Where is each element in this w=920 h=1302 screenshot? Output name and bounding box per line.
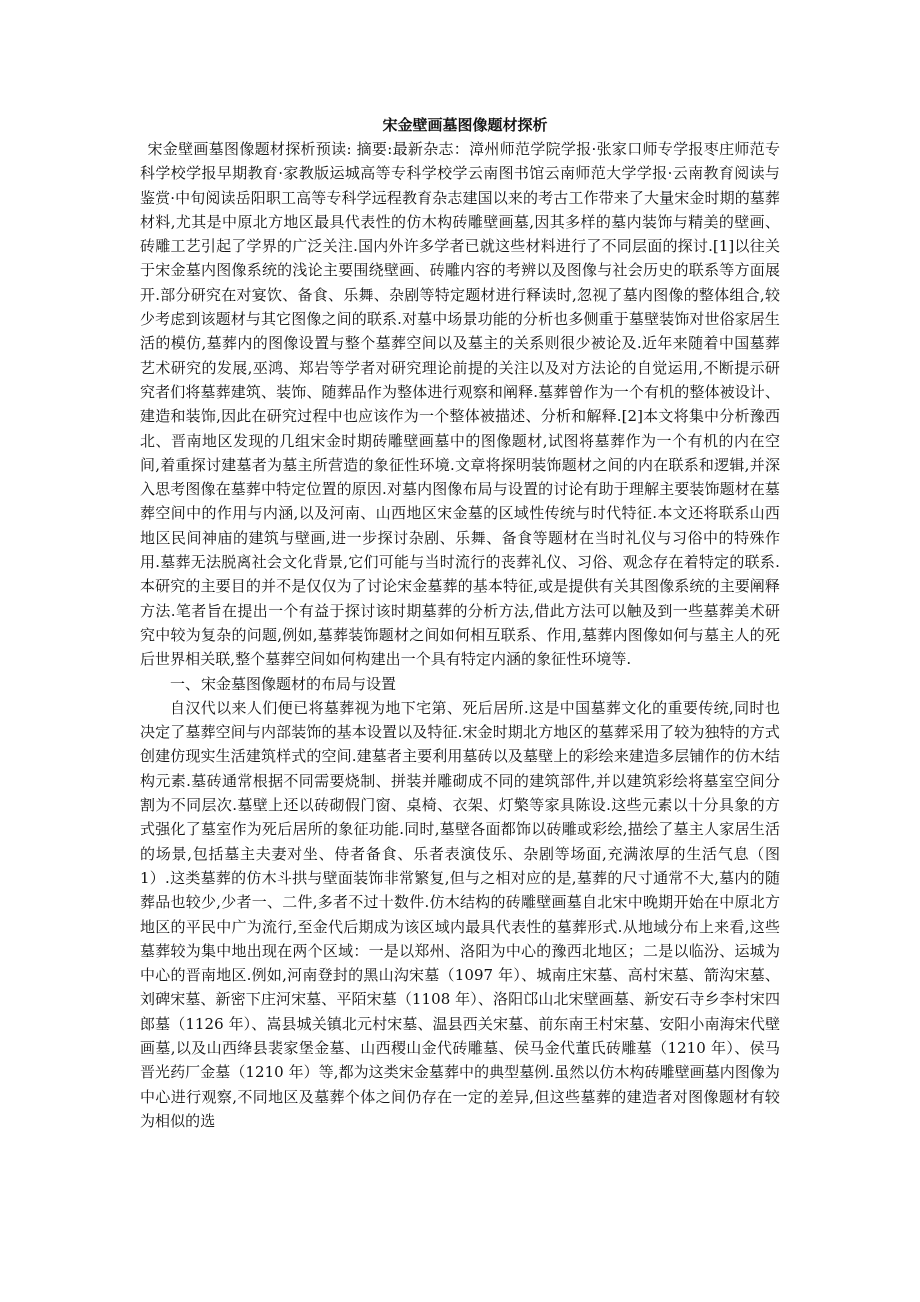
section-body-paragraph: 自汉代以来人们便已将墓葬视为地下宅第、死后居所.这是中国墓葬文化的重要传统,同时也决定了墓葬空间与内部装饰的基本设置以及特征.宋金时期北方地区的墓葬采用了较为独特的方式创建仿现实生活建筑样式的空间.建墓者主要利用墓砖以及墓壁上的彩绘来建造多层铺作的仿木结构元素.墓砖通常根据不同需要烧制、拼装并雕砌成不同的建筑部件,并以建筑彩绘将墓室空间分割为不同层次.墓壁上还以砖砌假门窗、桌椅、衣架、灯檠等家具陈设.这些元素以十分具象的方式强化了墓室作为死后居所的象征功能.同时,墓壁各面都饰以砖雕或彩绘,描绘了墓主人家居生活的场景,包括墓主夫妻对坐、侍者备食、乐者表演伎乐、杂剧等场面,充满浓厚的生活气息（图 1）.这类墓葬的仿木斗拱与壁面装饰非常繁复,但与之相对应的是,墓葬的尺寸通常不大,墓内的随葬品也较少,少者一、二件,多者不过十数件.仿木结构的砖雕壁画墓自北宋中晚期开始在中原北方地区的平民中广为流行,至金代后期成为该区域内最具代表性的墓葬形式.从地域分布上来看,这些墓葬较为集中地出现在两个区域：一是以郑州、洛阳为中心的豫西北地区；二是以临汾、运城为中心的晋南地区.例如,河南登封的黑山沟宋墓（1097 年）、城南庄宋墓、高村宋墓、箭沟宋墓、刘碑宋墓、新密下庄河宋墓、平陌宋墓（1108 年）、洛阳邙山北宋壁画墓、新安石寺乡李村宋四郎墓（1126 年）、嵩县城关镇北元村宋墓、温县西关宋墓、前东南王村宋墓、安阳小南海宋代壁画墓,以及山西绛县裴家堡金墓、山西稷山金代砖雕墓、侯马金代董氏砖雕墓（1210 年）、侯马晋光药厂金墓（1210 年）等,都为这类宋金墓葬中的典型墓例.虽然以仿木构砖雕壁画墓内图像为中心进行观察,不同地区及墓葬个体之间仍存在一定的差异,但这些墓葬的建造者对图像题材有较为相似的选 xyxy=(140,698,780,1130)
section-title: 宋金墓图像题材的布局与设置 xyxy=(201,674,397,693)
section-number: 一、 xyxy=(170,674,201,693)
document-page xyxy=(140,113,780,1133)
intro-paragraph: 宋金壁画墓图像题材探析预读: 摘要:最新杂志：漳州师范学院学报·张家口师专学报枣庄师范专科学校学报早期教育·家教版运城高等专科学校学云南图书馆云南师范大学学报·云南教育阅读与鉴赏·中旬阅读岳阳职工高等专科学远程教育杂志建国以来的考古工作带来了大量宋金时期的墓葬材料,尤其是中原北方地区最具代表性的仿木构砖雕壁画墓,因其多样的墓内装饰与精美的壁画、砖雕工艺引起了学界的广泛关注.国内外许多学者已就这些材料进行了不同层面的探讨.[1]以往关于宋金墓内图像系统的浅论主要围绕壁画、砖雕内容的考辨以及图像与社会历史的联系等方面展开.部分研究在对宴饮、备食、乐舞、杂剧等特定题材进行释读时,忽视了墓内图像的整体组合,较少考虑到该题材与其它图像之间的联系.对墓中场景功能的分析也多侧重于墓壁装饰对世俗家居生活的模仿,墓葬内的图像设置与整个墓葬空间以及墓主的关系则很少被论及.近年来随着中国墓葬艺术研究的发展,巫鸿、郑岩等学者对研究理论前提的关注以及对方法论的自觉运用,不断提示研究者们将墓葬建筑、装饰、随葬品作为整体进行观察和阐释.墓葬曾作为一个有机的整体被设计、建造和装饰,因此在研究过程中也应该作为一个整体被描述、分析和解释.[2]本文将集中分析豫西北、晋南地区发现的几组宋金时期砖雕壁画墓中的图像题材,试图将墓葬作为一个有机的内在空间,着重探讨建墓者为墓主所营造的象征性环境.文章将探明装饰题材之间的内在联系和逻辑,并深入思考图像在墓葬中特定位置的原因.对墓内图像布局与设置的讨论有助于理解主要装饰题材在墓葬空间中的作用与内涵,以及河南、山西地区宋金墓的区域性传统与时代特征.本文还将联系山西地区民间神庙的建筑与壁画,进一步探讨杂剧、乐舞、备食等题材在当时礼仪与习俗中的特殊作用.墓葬无法脱离社会文化背景,它们可能与当时流行的丧葬礼仪、习俗、观念存在着特定的联系.本研究的主要目的并不是仅仅为了讨论宋金墓葬的基本特征,或是提供有关其图像系统的主要阐释方法.笔者旨在提出一个有益于探讨该时期墓葬的分析方法,借此方法可以触及到一些墓葬美术研究中较为复杂的问题,例如,墓葬装饰题材之间如何相互联系、作用,墓葬内图像如何与墓主人的死后世界相关联,整个墓葬空间如何构建出一个具有特定内涵的象征性环境等. xyxy=(140,140,780,669)
document-title: 宋金壁画墓图像题材探析 xyxy=(382,116,548,134)
section-heading xyxy=(140,672,780,696)
